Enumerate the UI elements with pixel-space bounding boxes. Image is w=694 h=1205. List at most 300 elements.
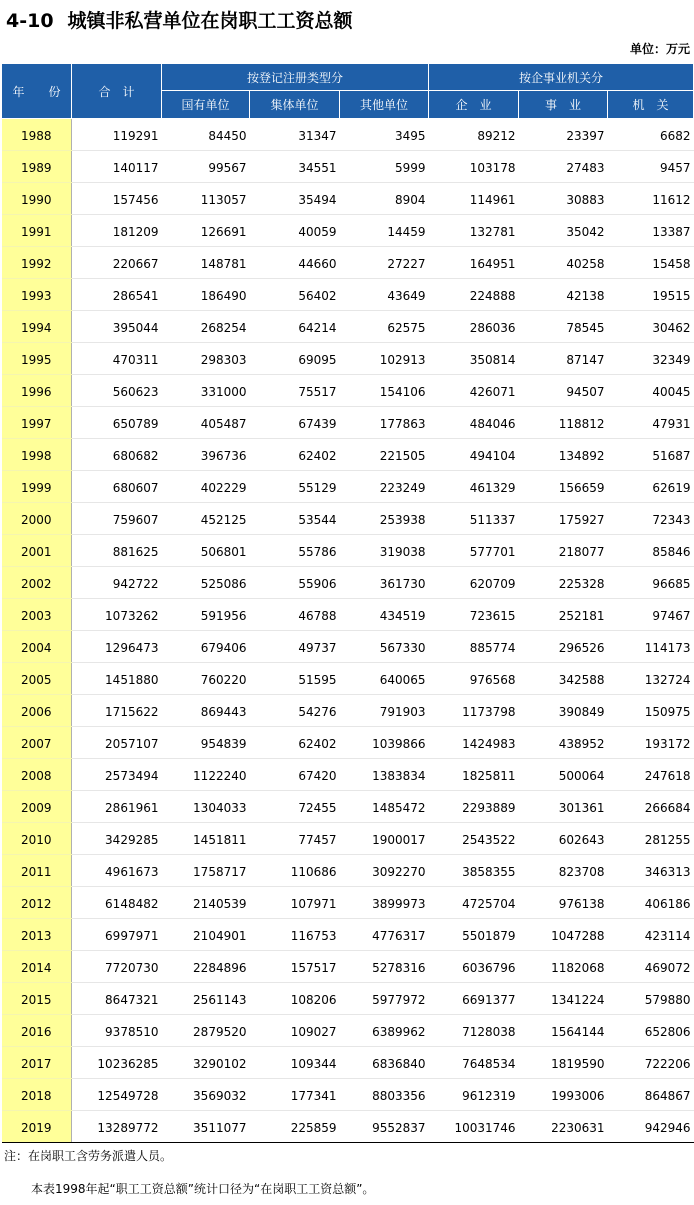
table-row: [2, 215, 694, 247]
table-row: [2, 343, 694, 375]
institution-cell: 342588: [519, 663, 608, 695]
total-cell: 119291: [72, 119, 162, 151]
other-cell: 221505: [340, 439, 429, 471]
state-owned-cell: 402229: [162, 471, 250, 503]
wage-table: [1, 63, 694, 1143]
total-cell: 942722: [72, 567, 162, 599]
table-row: [2, 471, 694, 503]
total-cell: 680682: [72, 439, 162, 471]
agency-cell: 469072: [608, 951, 694, 983]
agency-cell: 247618: [608, 759, 694, 791]
agency-cell: 132724: [608, 663, 694, 695]
collective-cell: 35494: [250, 183, 340, 215]
enterprise-cell: 494104: [429, 439, 519, 471]
agency-cell: 96685: [608, 567, 694, 599]
enterprise-cell: 2293889: [429, 791, 519, 823]
institution-cell: 23397: [519, 119, 608, 151]
year-cell: 1995: [2, 343, 72, 375]
table-row: [2, 407, 694, 439]
institution-cell: 390849: [519, 695, 608, 727]
other-cell: 567330: [340, 631, 429, 663]
enterprise-cell: 976568: [429, 663, 519, 695]
year-cell: 1998: [2, 439, 72, 471]
other-cell: 8803356: [340, 1079, 429, 1111]
collective-cell: 75517: [250, 375, 340, 407]
agency-cell: 652806: [608, 1015, 694, 1047]
table-row: [2, 599, 694, 631]
other-cell: 3092270: [340, 855, 429, 887]
institution-cell: 175927: [519, 503, 608, 535]
collective-cell: 46788: [250, 599, 340, 631]
total-cell: 1296473: [72, 631, 162, 663]
total-cell: 4961673: [72, 855, 162, 887]
table-row: [2, 311, 694, 343]
agency-cell: 85846: [608, 535, 694, 567]
year-cell: 2018: [2, 1079, 72, 1111]
year-cell: 1993: [2, 279, 72, 311]
institution-cell: 296526: [519, 631, 608, 663]
institution-cell: 30883: [519, 183, 608, 215]
agency-cell: 15458: [608, 247, 694, 279]
other-cell: 5278316: [340, 951, 429, 983]
state-owned-cell: 405487: [162, 407, 250, 439]
year-cell: 2005: [2, 663, 72, 695]
institution-cell: 218077: [519, 535, 608, 567]
enterprise-cell: 9612319: [429, 1079, 519, 1111]
year-cell: 1989: [2, 151, 72, 183]
table-row: [2, 439, 694, 471]
table-row: [2, 631, 694, 663]
total-cell: 286541: [72, 279, 162, 311]
year-cell: 2012: [2, 887, 72, 919]
enterprise-cell: 164951: [429, 247, 519, 279]
year-cell: 1991: [2, 215, 72, 247]
table-row: [2, 1079, 694, 1111]
institution-cell: 1993006: [519, 1079, 608, 1111]
header-by-registration: 按登记注册类型分: [162, 64, 429, 91]
state-owned-cell: 591956: [162, 599, 250, 631]
state-owned-cell: 2284896: [162, 951, 250, 983]
other-cell: 1383834: [340, 759, 429, 791]
total-cell: 1715622: [72, 695, 162, 727]
institution-cell: 1819590: [519, 1047, 608, 1079]
other-cell: 6389962: [340, 1015, 429, 1047]
header-other: 其他单位: [340, 91, 429, 119]
state-owned-cell: 148781: [162, 247, 250, 279]
enterprise-cell: 6691377: [429, 983, 519, 1015]
agency-cell: 150975: [608, 695, 694, 727]
agency-cell: 47931: [608, 407, 694, 439]
table-row: [2, 183, 694, 215]
enterprise-cell: 620709: [429, 567, 519, 599]
institution-cell: 94507: [519, 375, 608, 407]
state-owned-cell: 869443: [162, 695, 250, 727]
agency-cell: 579880: [608, 983, 694, 1015]
year-cell: 1992: [2, 247, 72, 279]
header-total: 合 计: [72, 64, 162, 119]
institution-cell: 1341224: [519, 983, 608, 1015]
agency-cell: 346313: [608, 855, 694, 887]
state-owned-cell: 525086: [162, 567, 250, 599]
year-cell: 2007: [2, 727, 72, 759]
table-row: [2, 759, 694, 791]
state-owned-cell: 2561143: [162, 983, 250, 1015]
year-cell: 2013: [2, 919, 72, 951]
agency-cell: 864867: [608, 1079, 694, 1111]
year-cell: 2016: [2, 1015, 72, 1047]
state-owned-cell: 760220: [162, 663, 250, 695]
other-cell: 14459: [340, 215, 429, 247]
institution-cell: 35042: [519, 215, 608, 247]
collective-cell: 157517: [250, 951, 340, 983]
collective-cell: 55786: [250, 535, 340, 567]
enterprise-cell: 426071: [429, 375, 519, 407]
table-body: [2, 119, 694, 1143]
agency-cell: 13387: [608, 215, 694, 247]
year-cell: 2017: [2, 1047, 72, 1079]
agency-cell: 51687: [608, 439, 694, 471]
collective-cell: 69095: [250, 343, 340, 375]
collective-cell: 72455: [250, 791, 340, 823]
enterprise-cell: 723615: [429, 599, 519, 631]
table-number: 4-10: [6, 10, 54, 32]
institution-cell: 27483: [519, 151, 608, 183]
year-cell: 2019: [2, 1111, 72, 1143]
year-cell: 1994: [2, 311, 72, 343]
header-institution: 事 业: [519, 91, 608, 119]
institution-cell: 78545: [519, 311, 608, 343]
collective-cell: 51595: [250, 663, 340, 695]
enterprise-cell: 103178: [429, 151, 519, 183]
year-cell: 1996: [2, 375, 72, 407]
institution-cell: 500064: [519, 759, 608, 791]
institution-cell: 301361: [519, 791, 608, 823]
year-cell: 2011: [2, 855, 72, 887]
agency-cell: 19515: [608, 279, 694, 311]
agency-cell: 114173: [608, 631, 694, 663]
total-cell: 881625: [72, 535, 162, 567]
table-row: [2, 919, 694, 951]
table-row: [2, 567, 694, 599]
total-cell: 1073262: [72, 599, 162, 631]
collective-cell: 64214: [250, 311, 340, 343]
agency-cell: 722206: [608, 1047, 694, 1079]
state-owned-cell: 2104901: [162, 919, 250, 951]
total-cell: 759607: [72, 503, 162, 535]
table-row: [2, 535, 694, 567]
enterprise-cell: 484046: [429, 407, 519, 439]
total-cell: 157456: [72, 183, 162, 215]
total-cell: 12549728: [72, 1079, 162, 1111]
other-cell: 43649: [340, 279, 429, 311]
enterprise-cell: 1825811: [429, 759, 519, 791]
other-cell: 1900017: [340, 823, 429, 855]
institution-cell: 1182068: [519, 951, 608, 983]
collective-cell: 54276: [250, 695, 340, 727]
other-cell: 434519: [340, 599, 429, 631]
agency-cell: 942946: [608, 1111, 694, 1143]
year-cell: 2004: [2, 631, 72, 663]
year-cell: 2000: [2, 503, 72, 535]
other-cell: 1039866: [340, 727, 429, 759]
state-owned-cell: 1122240: [162, 759, 250, 791]
state-owned-cell: 954839: [162, 727, 250, 759]
other-cell: 62575: [340, 311, 429, 343]
state-owned-cell: 2140539: [162, 887, 250, 919]
total-cell: 10236285: [72, 1047, 162, 1079]
collective-cell: 108206: [250, 983, 340, 1015]
state-owned-cell: 679406: [162, 631, 250, 663]
agency-cell: 266684: [608, 791, 694, 823]
collective-cell: 62402: [250, 727, 340, 759]
agency-cell: 97467: [608, 599, 694, 631]
collective-cell: 62402: [250, 439, 340, 471]
total-cell: 1451880: [72, 663, 162, 695]
unit-label: 单位：万元: [629, 42, 690, 56]
table-row: [2, 791, 694, 823]
collective-cell: 116753: [250, 919, 340, 951]
agency-cell: 62619: [608, 471, 694, 503]
agency-cell: 40045: [608, 375, 694, 407]
enterprise-cell: 577701: [429, 535, 519, 567]
other-cell: 154106: [340, 375, 429, 407]
collective-cell: 77457: [250, 823, 340, 855]
agency-cell: 32349: [608, 343, 694, 375]
total-cell: 6997971: [72, 919, 162, 951]
agency-cell: 193172: [608, 727, 694, 759]
table-row: [2, 375, 694, 407]
institution-cell: 118812: [519, 407, 608, 439]
institution-cell: 438952: [519, 727, 608, 759]
total-cell: 6148482: [72, 887, 162, 919]
total-cell: 13289772: [72, 1111, 162, 1143]
table-row: [2, 983, 694, 1015]
institution-cell: 252181: [519, 599, 608, 631]
table-row: [2, 663, 694, 695]
state-owned-cell: 452125: [162, 503, 250, 535]
state-owned-cell: 99567: [162, 151, 250, 183]
enterprise-cell: 3858355: [429, 855, 519, 887]
total-cell: 680607: [72, 471, 162, 503]
enterprise-cell: 224888: [429, 279, 519, 311]
other-cell: 177863: [340, 407, 429, 439]
enterprise-cell: 5501879: [429, 919, 519, 951]
total-cell: 140117: [72, 151, 162, 183]
institution-cell: 87147: [519, 343, 608, 375]
other-cell: 253938: [340, 503, 429, 535]
state-owned-cell: 1451811: [162, 823, 250, 855]
table-row: [2, 1111, 694, 1143]
agency-cell: 423114: [608, 919, 694, 951]
state-owned-cell: 1304033: [162, 791, 250, 823]
table-row: [2, 247, 694, 279]
table-row: [2, 151, 694, 183]
total-cell: 650789: [72, 407, 162, 439]
other-cell: 6836840: [340, 1047, 429, 1079]
other-cell: 5999: [340, 151, 429, 183]
collective-cell: 225859: [250, 1111, 340, 1143]
table-row: [2, 855, 694, 887]
total-cell: 2057107: [72, 727, 162, 759]
agency-cell: 30462: [608, 311, 694, 343]
footnote-scope: 本表1998年起“职工工资总额”统计口径为“在岗职工工资总额”。: [31, 1182, 375, 1196]
header-year: 年 份: [2, 64, 72, 119]
state-owned-cell: 506801: [162, 535, 250, 567]
other-cell: 319038: [340, 535, 429, 567]
agency-cell: 11612: [608, 183, 694, 215]
enterprise-cell: 885774: [429, 631, 519, 663]
other-cell: 1485472: [340, 791, 429, 823]
agency-cell: 9457: [608, 151, 694, 183]
header-enterprise: 企 业: [429, 91, 519, 119]
collective-cell: 44660: [250, 247, 340, 279]
state-owned-cell: 268254: [162, 311, 250, 343]
institution-cell: 134892: [519, 439, 608, 471]
other-cell: 5977972: [340, 983, 429, 1015]
state-owned-cell: 3511077: [162, 1111, 250, 1143]
year-cell: 2001: [2, 535, 72, 567]
table-row: [2, 695, 694, 727]
other-cell: 791903: [340, 695, 429, 727]
total-cell: 560623: [72, 375, 162, 407]
collective-cell: 56402: [250, 279, 340, 311]
table-row: [2, 119, 694, 151]
collective-cell: 55129: [250, 471, 340, 503]
collective-cell: 67420: [250, 759, 340, 791]
total-cell: 3429285: [72, 823, 162, 855]
institution-cell: 2230631: [519, 1111, 608, 1143]
total-cell: 2861961: [72, 791, 162, 823]
collective-cell: 49737: [250, 631, 340, 663]
total-cell: 220667: [72, 247, 162, 279]
page-title: [6, 6, 353, 36]
other-cell: 9552837: [340, 1111, 429, 1143]
year-cell: 2009: [2, 791, 72, 823]
state-owned-cell: 396736: [162, 439, 250, 471]
other-cell: 4776317: [340, 919, 429, 951]
institution-cell: 42138: [519, 279, 608, 311]
year-cell: 2010: [2, 823, 72, 855]
collective-cell: 67439: [250, 407, 340, 439]
collective-cell: 53544: [250, 503, 340, 535]
enterprise-cell: 350814: [429, 343, 519, 375]
header-by-unit-type: 按企事业机关分: [429, 64, 694, 91]
other-cell: 640065: [340, 663, 429, 695]
table-row: [2, 1047, 694, 1079]
state-owned-cell: 113057: [162, 183, 250, 215]
collective-cell: 31347: [250, 119, 340, 151]
other-cell: 361730: [340, 567, 429, 599]
collective-cell: 107971: [250, 887, 340, 919]
collective-cell: 109344: [250, 1047, 340, 1079]
year-cell: 2014: [2, 951, 72, 983]
agency-cell: 406186: [608, 887, 694, 919]
other-cell: 3495: [340, 119, 429, 151]
enterprise-cell: 6036796: [429, 951, 519, 983]
institution-cell: 40258: [519, 247, 608, 279]
collective-cell: 55906: [250, 567, 340, 599]
enterprise-cell: 7128038: [429, 1015, 519, 1047]
enterprise-cell: 2543522: [429, 823, 519, 855]
state-owned-cell: 1758717: [162, 855, 250, 887]
total-cell: 2573494: [72, 759, 162, 791]
enterprise-cell: 511337: [429, 503, 519, 535]
institution-cell: 1047288: [519, 919, 608, 951]
collective-cell: 177341: [250, 1079, 340, 1111]
institution-cell: 1564144: [519, 1015, 608, 1047]
institution-cell: 823708: [519, 855, 608, 887]
collective-cell: 34551: [250, 151, 340, 183]
year-cell: 2002: [2, 567, 72, 599]
institution-cell: 225328: [519, 567, 608, 599]
enterprise-cell: 89212: [429, 119, 519, 151]
enterprise-cell: 114961: [429, 183, 519, 215]
enterprise-cell: 1424983: [429, 727, 519, 759]
header-collective: 集体单位: [250, 91, 340, 119]
agency-cell: 6682: [608, 119, 694, 151]
year-cell: 1988: [2, 119, 72, 151]
total-cell: 7720730: [72, 951, 162, 983]
collective-cell: 109027: [250, 1015, 340, 1047]
state-owned-cell: 298303: [162, 343, 250, 375]
table-row: [2, 503, 694, 535]
table-title: 城镇非私营单位在岗职工工资总额: [67, 10, 353, 32]
year-cell: 1997: [2, 407, 72, 439]
total-cell: 470311: [72, 343, 162, 375]
table-row: [2, 823, 694, 855]
agency-cell: 281255: [608, 823, 694, 855]
year-cell: 1990: [2, 183, 72, 215]
state-owned-cell: 3569032: [162, 1079, 250, 1111]
other-cell: 223249: [340, 471, 429, 503]
table-row: [2, 951, 694, 983]
other-cell: 27227: [340, 247, 429, 279]
institution-cell: 976138: [519, 887, 608, 919]
enterprise-cell: 4725704: [429, 887, 519, 919]
total-cell: 395044: [72, 311, 162, 343]
year-cell: 1999: [2, 471, 72, 503]
total-cell: 181209: [72, 215, 162, 247]
state-owned-cell: 84450: [162, 119, 250, 151]
agency-cell: 72343: [608, 503, 694, 535]
header-agency: 机 关: [608, 91, 694, 119]
enterprise-cell: 461329: [429, 471, 519, 503]
other-cell: 102913: [340, 343, 429, 375]
enterprise-cell: 132781: [429, 215, 519, 247]
collective-cell: 110686: [250, 855, 340, 887]
header-state-owned: 国有单位: [162, 91, 250, 119]
total-cell: 9378510: [72, 1015, 162, 1047]
total-cell: 8647321: [72, 983, 162, 1015]
collective-cell: 40059: [250, 215, 340, 247]
enterprise-cell: 7648534: [429, 1047, 519, 1079]
enterprise-cell: 1173798: [429, 695, 519, 727]
table-row: [2, 1015, 694, 1047]
table-row: [2, 279, 694, 311]
state-owned-cell: 3290102: [162, 1047, 250, 1079]
other-cell: 8904: [340, 183, 429, 215]
table-row: [2, 887, 694, 919]
footnote: 注：在岗职工含劳务派遣人员。: [4, 1149, 173, 1163]
year-cell: 2015: [2, 983, 72, 1015]
state-owned-cell: 331000: [162, 375, 250, 407]
table-row: [2, 727, 694, 759]
enterprise-cell: 10031746: [429, 1111, 519, 1143]
other-cell: 3899973: [340, 887, 429, 919]
institution-cell: 602643: [519, 823, 608, 855]
state-owned-cell: 2879520: [162, 1015, 250, 1047]
year-cell: 2008: [2, 759, 72, 791]
